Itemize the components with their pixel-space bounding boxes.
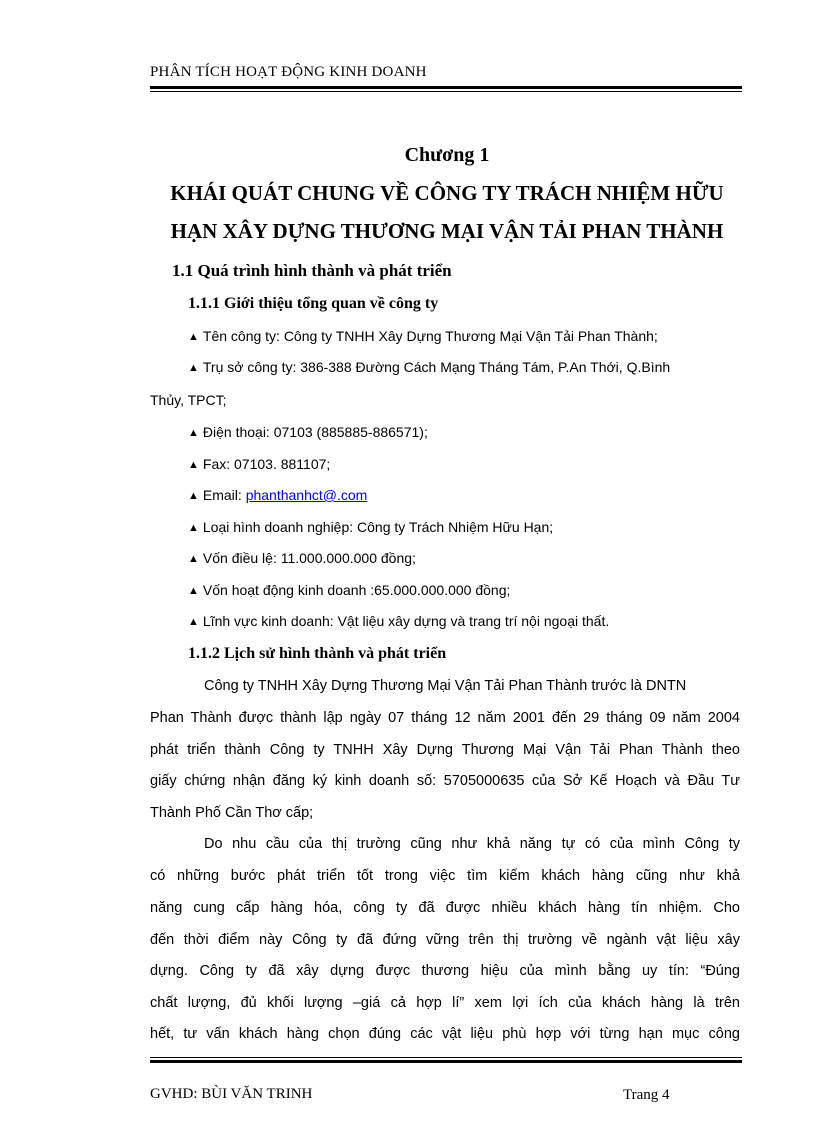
paragraph-line: năng cung cấp hàng hóa, công ty đã được nhiều khách hàng tín nhiệm. Cho <box>150 900 740 916</box>
list-item: ▲ Vốn hoạt động kinh doanh :65.000.000.000 đồng; <box>188 582 511 598</box>
running-header: PHÂN TÍCH HOẠT ĐỘNG KINH DOANH <box>150 64 427 80</box>
header-rule <box>150 86 742 89</box>
list-item: ▲ Tên công ty: Công ty TNHH Xây Dựng Thương Mại Vận Tải Phan Thành; <box>188 328 658 344</box>
section-heading-1-1-1: 1.1.1 Giới thiệu tổng quan về công ty <box>188 295 439 312</box>
triangle-bullet-icon: ▲ <box>188 585 199 597</box>
paragraph-line: dựng. Công ty đã xây dựng được thương hiệu của mình bằng uy tín: “Đúng <box>150 963 740 979</box>
list-item: ▲ Lĩnh vực kinh doanh: Vật liệu xây dựng và trang trí nội ngoại thất. <box>188 613 610 629</box>
triangle-bullet-icon: ▲ <box>188 331 199 343</box>
paragraph-line: chất lượng, đủ khối lượng –giá cả hợp lí” xem lợi ích của khách hàng là trên <box>150 995 740 1011</box>
triangle-bullet-icon: ▲ <box>188 616 199 628</box>
section-heading-1-1-2: 1.1.2 Lịch sử hình thành và phát triển <box>188 645 447 662</box>
list-item: ▲ Vốn điều lệ: 11.000.000.000 đồng; <box>188 550 416 566</box>
paragraph-line: có những bước phát triển tốt trong việc tìm kiếm khách hàng cũng như khả <box>150 868 740 884</box>
list-item: ▲ Fax: 07103. 881107; <box>188 456 331 472</box>
footer-rule-thick <box>150 1060 742 1063</box>
triangle-bullet-icon: ▲ <box>188 459 199 471</box>
chapter-title-line-1: KHÁI QUÁT CHUNG VỀ CÔNG TY TRÁCH NHIỆM HỮU <box>170 181 724 205</box>
triangle-bullet-icon: ▲ <box>188 522 199 534</box>
footer-advisor: GVHD: BÙI VĂN TRINH <box>150 1086 313 1102</box>
page-number: Trang 4 <box>623 1087 670 1103</box>
header-rule-thin <box>150 91 742 92</box>
footer-rule <box>150 1057 742 1058</box>
paragraph-line: Do nhu cầu của thị trường cũng như khả năng tự có của mình Công ty <box>204 836 740 852</box>
triangle-bullet-icon: ▲ <box>188 553 199 565</box>
section-heading-1-1: 1.1 Quá trình hình thành và phát triển <box>172 261 452 280</box>
paragraph-line: Phan Thành được thành lập ngày 07 tháng 12 năm 2001 đến 29 tháng 09 năm 2004 <box>150 710 740 726</box>
paragraph-line: Thành Phố Cần Thơ cấp; <box>150 805 314 821</box>
list-item: ▲ Trụ sở công ty: 386-388 Đường Cách Mạng Tháng Tám, P.An Thới, Q.Bình <box>188 359 671 375</box>
email-link[interactable]: phanthanhct@.com <box>245 487 368 503</box>
list-item: ▲ Điện thoại: 07103 (885885-886571); <box>188 424 428 440</box>
triangle-bullet-icon: ▲ <box>188 362 199 374</box>
chapter-label: Chương 1 <box>404 144 490 166</box>
list-item-continuation: Thủy, TPCT; <box>150 392 227 408</box>
paragraph-line: phát triển thành Công ty TNHH Xây Dựng Thương Mại Vận Tải Phan Thành theo <box>150 742 740 758</box>
paragraph-line: Công ty TNHH Xây Dựng Thương Mại Vận Tải Phan Thành trước là DNTN <box>204 678 687 694</box>
paragraph-line: đến thời điểm này Công ty đã đứng vững trên thị trường về ngành vật liệu xây <box>150 932 740 948</box>
triangle-bullet-icon: ▲ <box>188 490 199 502</box>
list-item: ▲ Email: phanthanhct@.com <box>188 487 368 503</box>
triangle-bullet-icon: ▲ <box>188 427 199 439</box>
chapter-title-line-2: HẠN XÂY DỰNG THƯƠNG MẠI VẬN TẢI PHAN THÀNH <box>170 219 724 243</box>
list-item: ▲ Loại hình doanh nghiệp: Công ty Trách Nhiệm Hữu Hạn; <box>188 519 554 535</box>
paragraph-line: hết, tư vấn khách hàng chọn đúng các vật liệu phù hợp với từng hạn mục công <box>150 1026 740 1042</box>
paragraph-line: giấy chứng nhận đăng ký kinh doanh số: 5705000635 của Sở Kế Hoạch và Đầu Tư <box>150 773 740 789</box>
